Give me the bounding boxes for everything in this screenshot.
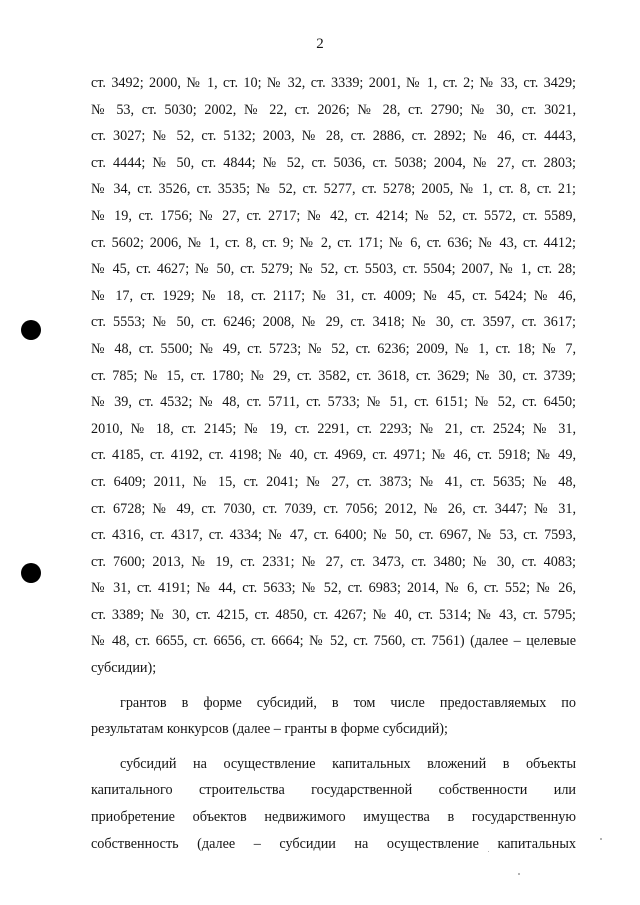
punch-hole-bottom [21,563,41,583]
text-line: ст. 6728; № 49, ст. 7030, ст. 7039, ст. 7056; 2012, № 26, ст. 3447; № 31, [91,500,576,517]
text-line: № 53, ст. 5030; 2002, № 22, ст. 2026; № 28, ст. 2790; № 30, ст. 3021, [91,101,576,118]
document-body [91,70,576,857]
page-number: 2 [316,36,324,52]
text-line: № 34, ст. 3526, ст. 3535; № 52, ст. 5277, ст. 5278; 2005, № 1, ст. 8, ст. 21; [91,181,576,198]
text-line: № 39, ст. 4532; № 48, ст. 5711, ст. 5733; № 51, ст. 6151; № 52, ст. 6450; [91,394,576,411]
text-line: № 31, ст. 4191; № 44, ст. 5633; № 52, ст. 6983; 2014, № 6, ст. 552; № 26, [91,580,576,597]
text-line: № 48, ст. 5500; № 49, ст. 5723; № 52, ст. 6236; 2009, № 1, ст. 18; № 7, [91,340,576,357]
legal-references-paragraph [91,70,576,682]
grants-paragraph [91,690,576,743]
text-line: капитального строительства государственной собственности или [91,782,576,799]
text-line: ст. 5602; 2006, № 1, ст. 8, ст. 9; № 2, ст. 171; № 6, ст. 636; № 43, ст. 4412; [91,234,576,251]
text-line: ст. 6409; 2011, № 15, ст. 2041; № 27, ст. 3873; № 41, ст. 5635; № 48, [91,473,576,490]
text-line: ст. 4444; № 50, ст. 4844; № 52, ст. 5036, ст. 5038; 2004, № 27, ст. 2803; [91,154,576,171]
capital-investments-paragraph [91,751,576,857]
text-line: собственность (далее – субсидии на осуществление капитальных [91,835,576,852]
text-line: № 17, ст. 1929; № 18, ст. 2117; № 31, ст. 4009; № 45, ст. 5424; № 46, [91,287,576,304]
text-line: ст. 7600; 2013, № 19, ст. 2331; № 27, ст. 3473, ст. 3480; № 30, ст. 4083; [91,553,576,570]
text-line: субсидии); [91,660,157,677]
text-line: ст. 785; № 15, ст. 1780; № 29, ст. 3582, ст. 3618, ст. 3629; № 30, ст. 3739; [91,367,576,384]
text-line: ст. 3389; № 30, ст. 4215, ст. 4850, ст. 4267; № 40, ст. 5314; № 43, ст. 5795; [91,606,576,623]
scan-speck [518,873,520,875]
text-line: субсидий на осуществление капитальных вложений в объекты [120,755,576,772]
text-line: результатам конкурсов (далее – гранты в форме субсидий); [91,721,448,738]
scan-speck [600,838,602,840]
text-line: 2010, № 18, ст. 2145; № 19, ст. 2291, ст. 2293; № 21, ст. 2524; № 31, [91,420,576,437]
text-line: ст. 5553; № 50, ст. 6246; 2008, № 29, ст. 3418; № 30, ст. 3597, ст. 3617; [91,314,576,331]
text-line: грантов в форме субсидий, в том числе предоставляемых по [120,694,576,711]
punch-hole-top [21,320,41,340]
text-line: приобретение объектов недвижимого имущества в государственную [91,809,576,826]
text-line: № 19, ст. 1756; № 27, ст. 2717; № 42, ст. 4214; № 52, ст. 5572, ст. 5589, [91,207,576,224]
text-line: ст. 3027; № 52, ст. 5132; 2003, № 28, ст. 2886, ст. 2892; № 46, ст. 4443, [91,128,576,145]
text-line: ст. 3492; 2000, № 1, ст. 10; № 32, ст. 3339; 2001, № 1, ст. 2; № 33, ст. 3429; [91,75,576,91]
text-line: ст. 4185, ст. 4192, ст. 4198; № 40, ст. 4969, ст. 4971; № 46, ст. 5918; № 49, [91,447,576,464]
text-line: № 45, ст. 4627; № 50, ст. 5279; № 52, ст. 5503, ст. 5504; 2007, № 1, ст. 28; [91,261,576,278]
text-line: № 48, ст. 6655, ст. 6656, ст. 6664; № 52, ст. 7560, ст. 7561) (далее – целевые [91,633,576,650]
text-line: ст. 4316, ст. 4317, ст. 4334; № 47, ст. 6400; № 50, ст. 6967, № 53, ст. 7593, [91,527,576,544]
